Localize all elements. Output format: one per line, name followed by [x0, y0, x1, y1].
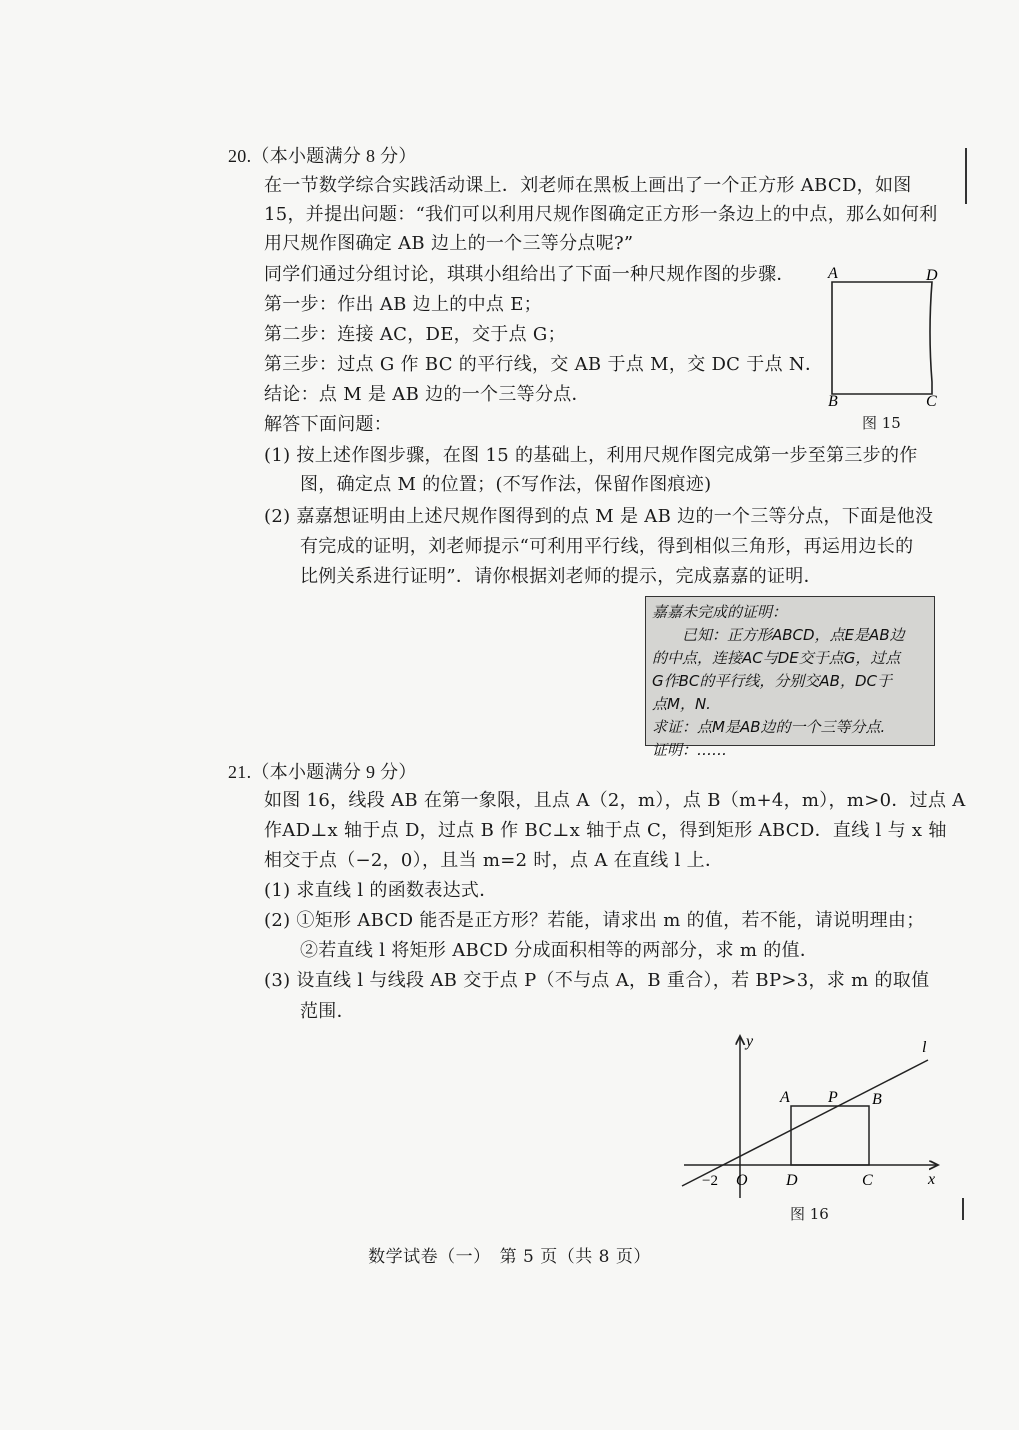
scan-edge-mark-top — [965, 148, 967, 204]
figure-15-square — [820, 262, 950, 430]
q20-answer-prompt: 解答下面问题： — [264, 414, 393, 435]
q20-part-1-line-2: 图，确定点 M 的位置；(不写作法，保留作图痕迹) — [300, 474, 712, 495]
fig16-label-x: x — [928, 1171, 936, 1188]
q21-header: 21.（本小题满分 9 分） — [228, 762, 417, 782]
figure-16-caption: 图 16 — [790, 1205, 829, 1223]
proof-box-line-2: 的中点，连接AC与DE交于点G，过点 — [652, 649, 901, 667]
q20-discussion: 同学们通过分组讨论，琪琪小组给出了下面一种尺规作图的步骤． — [264, 264, 795, 285]
q20-intro-line-2: 15，并提出问题：“我们可以利用尺规作图确定正方形一条边上的中点，那么如何利 — [264, 204, 938, 225]
fig16-label-c: C — [862, 1172, 873, 1189]
proof-box-line-5: 求证：点M是AB边的一个三等分点. — [652, 718, 886, 736]
fig15-label-b: B — [828, 393, 838, 410]
q20-intro-line-3: 用尺规作图确定 AB 边上的一个三等分点呢?” — [264, 233, 634, 254]
scan-edge-mark-bottom — [962, 1198, 964, 1220]
fig16-label-p: P — [828, 1089, 838, 1106]
q21-intro-line-3: 相交于点（−2，0），且当 m=2 时，点 A 在直线 l 上． — [264, 850, 724, 871]
fig15-label-a: A — [828, 265, 838, 282]
q21-intro-line-2: 作AD⊥x 轴于点 D，过点 B 作 BC⊥x 轴于点 C，得到矩形 ABCD．直线 l 与 x 轴 — [264, 820, 947, 841]
fig15-label-d: D — [926, 267, 938, 284]
q21-part-2b: ②若直线 l 将矩形 ABCD 分成面积相等的两部分，求 m 的值． — [300, 940, 819, 961]
q20-conclusion: 结论：点 M 是 AB 边的一个三等分点． — [264, 384, 590, 405]
q20-step-3: 第三步：过点 G 作 BC 的平行线，交 AB 于点 M，交 DC 于点 N． — [264, 354, 824, 375]
fig16-label-o: O — [736, 1172, 748, 1189]
fig16-label-d: D — [786, 1172, 798, 1189]
q21-part-3-line-2: 范围． — [300, 1001, 355, 1022]
page-footer: 数学试卷（一） 第 5 页（共 8 页） — [368, 1247, 651, 1267]
q20-part-2-line-1: (2) 嘉嘉想证明由上述尺规作图得到的点 M 是 AB 边的一个三等分点，下面是他没 — [264, 506, 934, 527]
figure-15-caption: 图 15 — [862, 414, 901, 432]
fig16-label-neg2: −2 — [702, 1173, 718, 1189]
proof-box — [645, 596, 935, 759]
proof-box-line-3: G作BC的平行线，分别交AB，DC于 — [652, 672, 892, 690]
proof-box-line-4: 点M，N. — [652, 695, 711, 713]
fig15-label-c: C — [926, 393, 937, 410]
fig16-label-y: y — [746, 1033, 754, 1050]
q20-part-1-line-1: (1) 按上述作图步骤，在图 15 的基础上，利用尺规作图完成第一步至第三步的作 — [264, 445, 918, 466]
fig16-label-l: l — [922, 1039, 927, 1056]
proof-box-line-6: 证明：…… — [652, 741, 728, 759]
q21-part-2a: (2) ①矩形 ABCD 能否是正方形？若能，请求出 m 的值，若不能，请说明理由； — [264, 910, 925, 931]
fig16-label-b: B — [872, 1091, 882, 1108]
q20-step-1: 第一步：作出 AB 边上的中点 E； — [264, 294, 542, 315]
q21-part-1: (1) 求直线 l 的函数表达式． — [264, 880, 498, 901]
rectangle-abcd — [791, 1106, 869, 1165]
q20-step-2: 第二步：连接 AC，DE，交于点 G； — [264, 324, 566, 345]
q20-header: 20.（本小题满分 8 分） — [228, 146, 417, 166]
q20-intro-line-1: 在一节数学综合实践活动课上．刘老师在黑板上画出了一个正方形 ABCD，如图 — [264, 175, 912, 196]
proof-box-line-1: 已知：正方形ABCD，点E是AB边 — [682, 626, 905, 644]
line-l — [682, 1060, 928, 1186]
q21-intro-line-1: 如图 16，线段 AB 在第一象限，且点 A（2，m），点 B（m+4，m），m>0．过点 A — [264, 790, 966, 811]
proof-box-title: 嘉嘉未完成的证明： — [652, 603, 788, 621]
figure-16-diagram — [676, 1030, 946, 1202]
q20-part-2-line-3: 比例关系进行证明”．请你根据刘老师的提示，完成嘉嘉的证明． — [300, 566, 822, 587]
q21-part-3-line-1: (3) 设直线 l 与线段 AB 交于点 P（不与点 A，B 重合），若 BP>3，求 m 的取值 — [264, 970, 930, 991]
fig16-label-a: A — [780, 1089, 790, 1106]
q20-part-2-line-2: 有完成的证明，刘老师提示“可利用平行线，得到相似三角形，再运用边长的 — [300, 536, 914, 557]
